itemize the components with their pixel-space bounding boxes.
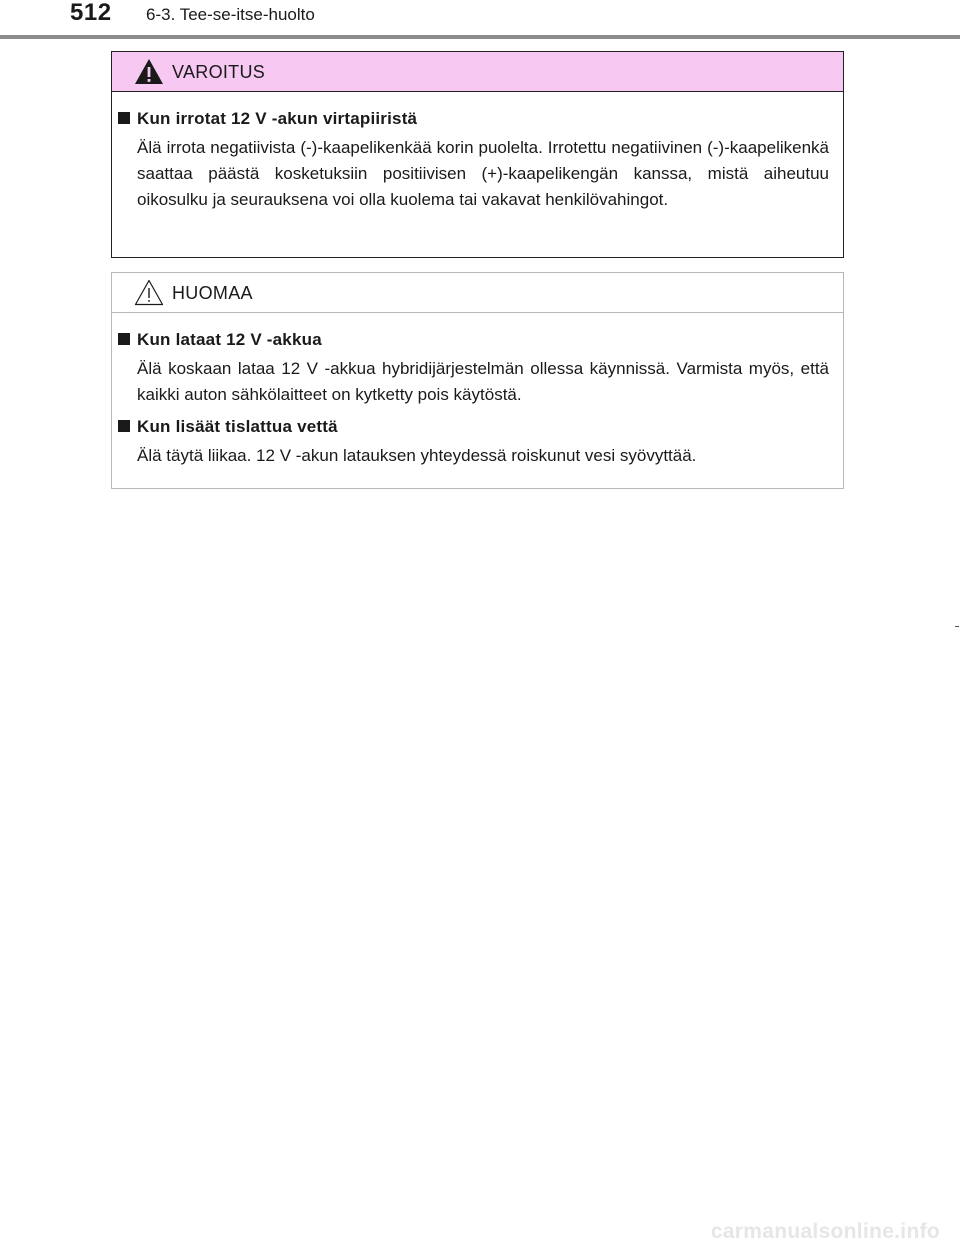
watermark-text: carmanualsonline.info [710, 1220, 940, 1243]
square-bullet-icon [118, 420, 130, 432]
caution-triangle-icon [134, 279, 164, 306]
item-text: Älä koskaan lataa 12 V -akkua hybridijärjestelmän ollessa käynnissä. Varmista myös, että kaikki auton sähkölaitteet on kytketty pois käytöstä. [137, 359, 829, 404]
warning-item [112, 108, 829, 213]
header-rule [0, 35, 960, 39]
square-bullet-icon [118, 333, 130, 345]
warning-box [111, 51, 844, 258]
warning-label: VAROITUS [172, 62, 266, 82]
item-title-text: Kun lisäät tislattua vettä [137, 417, 338, 436]
caution-box [111, 272, 844, 489]
caution-header [112, 273, 843, 313]
page-header [0, 0, 960, 40]
item-text: Älä irrota negatiivista (-)-kaapelikenkää korin puolelta. Irrotettu negatiivinen (-)-kaapelikenkä saattaa päästä kosketuksiin positiivisen (+)-kaapelikengän kanssa, mistä aiheutuu oikosulku ja seurauksena voi olla kuolema tai vakavat henkilövahingot. [137, 138, 829, 209]
warning-header [112, 52, 843, 92]
page-number: 512 [70, 0, 112, 26]
caution-item [112, 329, 829, 408]
square-bullet-icon [118, 112, 130, 124]
item-title-text: Kun lataat 12 V -akkua [137, 330, 322, 349]
item-title [112, 108, 829, 129]
caution-body [112, 313, 843, 469]
item-title-text: Kun irrotat 12 V -akun virtapiiristä [137, 109, 418, 128]
caution-label: HUOMAA [172, 283, 253, 303]
margin-tick [955, 626, 959, 627]
section-title: 6-3. Tee-se-itse-huolto [146, 5, 315, 24]
warning-body [112, 92, 843, 213]
item-text: Älä täytä liikaa. 12 V -akun latauksen yhteydessä roiskunut vesi syövyttää. [137, 446, 697, 465]
caution-item [112, 416, 829, 469]
item-title [112, 329, 829, 350]
item-title [112, 416, 829, 437]
footer [0, 1220, 960, 1249]
warning-triangle-icon [134, 58, 164, 85]
